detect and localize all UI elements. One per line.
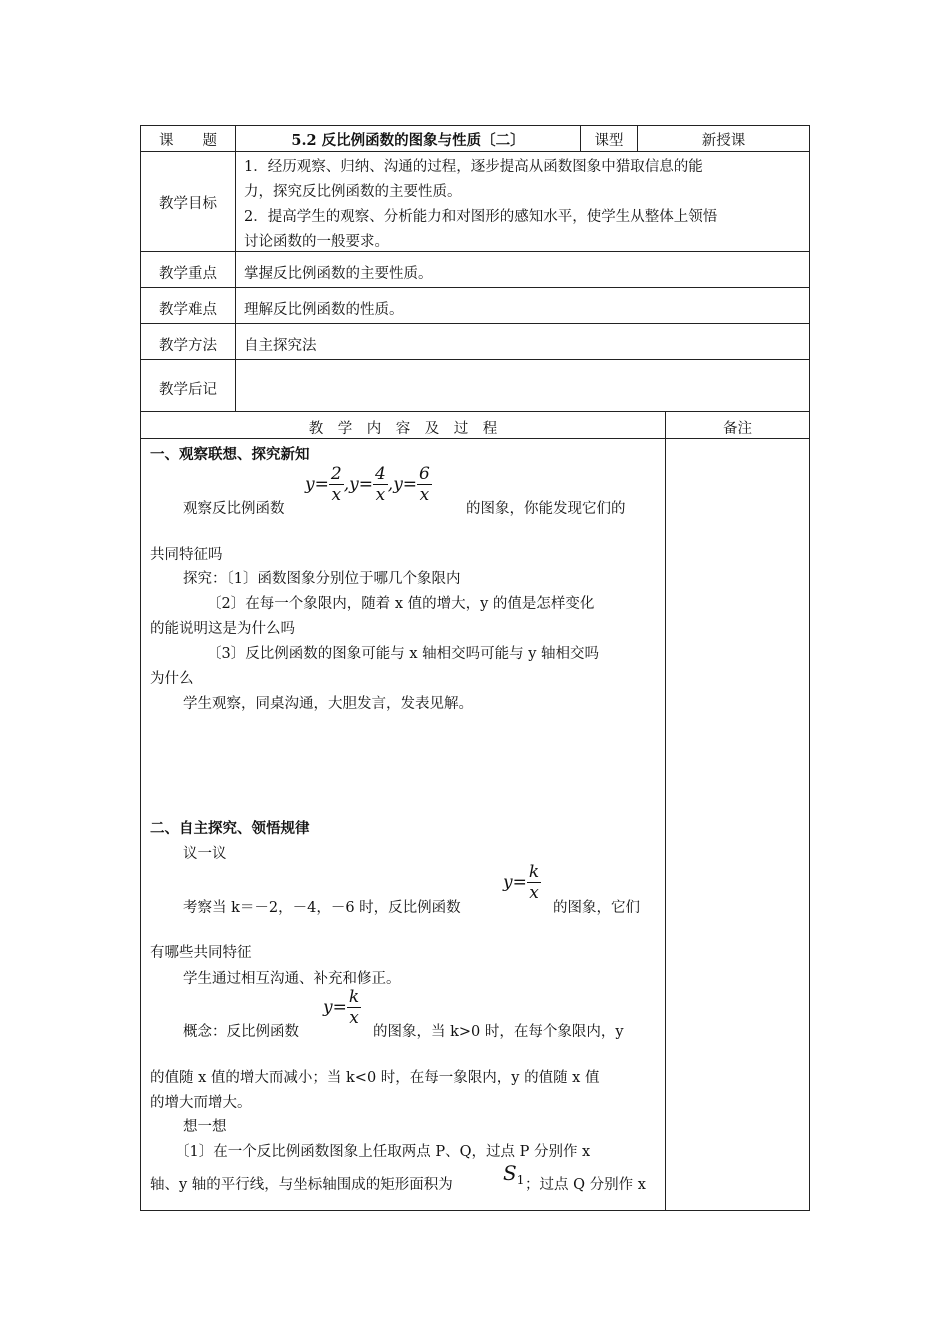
row-divider-2 [140,251,810,252]
student-activity-2: 学生通过相互沟通、补充和修正。 [183,971,401,987]
s1-symbol: $S_1$ [503,1161,525,1187]
subject-label: 课 题 [159,133,217,149]
consider-suffix: 的图象，它们 [553,900,640,916]
formula-y: y [305,474,315,495]
label-column-divider [235,125,236,412]
difficulty-label: 教学难点 [159,302,217,318]
notes-column-divider [665,411,666,1211]
goal-line-1: 1．经历观察、归纳、沟通的过程，逐步提高从函数图象中猎取信息的能 [244,159,703,175]
fraction-k-over-x-2: $\frac{k}{x}$ [348,987,360,1028]
think-line-1: 〔1〕在一个反比例函数图象上任取两点 P、Q，过点 P 分别作 x [175,1144,591,1160]
explore-1: 探究：〔1〕函数图象分别位于哪几个象限内 [183,571,461,587]
key-value: 掌握反比例函数的主要性质。 [244,266,433,282]
table-border-left [140,125,141,1211]
goal-label: 教学目标 [159,196,217,212]
row-divider-5 [140,359,810,360]
explore-3: 〔3〕反比例函数的图象可能与 x 轴相交吗可能与 y 轴相交吗 [207,646,600,662]
section1-title: 一、观察联想、探究新知 [150,446,310,463]
goal-line-4: 讨论函数的一般要求。 [244,234,389,250]
formula-group-2: y= $\frac{k}{x}$ [503,862,540,903]
observe-suffix: 的图象，你能发现它们的 [466,501,626,517]
fraction-6-over-x: $\frac{6}{x}$ [419,464,430,505]
think-line-2-suffix: ；过点 Q 分别作 x [525,1177,646,1193]
section2-title: 二、自主探究、领悟规律 [150,820,310,837]
goal-line-3: 2．提高学生的观察、分析能力和对图形的感知水平，使学生从整体上领悟 [244,209,718,225]
fraction-2-over-x: $\frac{2}{x}$ [330,464,342,505]
process-header: 教 学 内 容 及 过 程 [308,421,498,437]
key-label: 教学重点 [159,266,217,282]
formula-group-3: y= $\frac{k}{x}$ [323,987,360,1028]
row-divider-1 [140,151,810,152]
concept-prefix: 概念：反比例函数 [183,1024,299,1040]
lesson-type-label: 课型 [594,133,624,149]
table-border-bottom [140,1210,810,1211]
consider-prefix: 考察当 k＝－2，－4，－6 时，反比例函数 [183,900,461,916]
difficulty-value: 理解反比例函数的性质。 [244,302,404,318]
fraction-k-over-x: $\frac{k}{x}$ [528,862,540,903]
think-heading: 想一想 [183,1119,227,1135]
discuss-heading: 议一议 [183,846,227,862]
subject-title: 5.2 反比例函数的图象与性质〔二〕 [291,132,525,149]
concept-suffix: 的图象，当 k>0 时，在每个象限内，y [373,1024,624,1040]
concept-line-2: 的值随 x 值的增大而减小；当 k<0 时，在每一象限内，y 的值随 x 值 [150,1070,600,1086]
row-divider-7 [140,438,810,439]
notes-header: 备注 [723,421,752,437]
row-divider-4 [140,323,810,324]
fraction-4-over-x: $\frac{4}{x}$ [374,464,386,505]
explore-3b: 为什么 [150,671,194,687]
explore-2b: 的能说明这是为什么吗 [150,621,295,637]
method-label: 教学方法 [159,338,217,354]
student-activity-1: 学生观察，同桌沟通，大胆发言，发表见解。 [183,696,473,712]
row-divider-3 [140,287,810,288]
think-line-2-prefix: 轴、y 轴的平行线，与坐标轴围成的矩形面积为 [150,1177,453,1193]
table-border-right [809,125,810,1211]
formula-group-1: y= $\frac{2}{x}$ ,y= $\frac{4}{x}$ ,y= $\frac{6}{x}$ [305,464,430,505]
formula-eq: = [314,474,329,495]
common-features-line-2: 有哪些共同特征 [150,945,252,961]
concept-line-3: 的增大而增大。 [150,1095,252,1111]
explore-2: 〔2〕在每一个象限内，随着 x 值的增大，y 的值是怎样变化 [207,596,595,612]
method-value: 自主探究法 [244,338,317,354]
row-divider-6 [140,411,810,412]
table-border-top [140,125,810,126]
observe-prefix: 观察反比例函数 [183,501,285,517]
review-label: 教学后记 [159,382,217,398]
common-features-line: 共同特征吗 [150,547,223,563]
goal-line-2: 力，探究反比例函数的主要性质。 [244,184,462,200]
lesson-type-value: 新授课 [701,133,746,149]
